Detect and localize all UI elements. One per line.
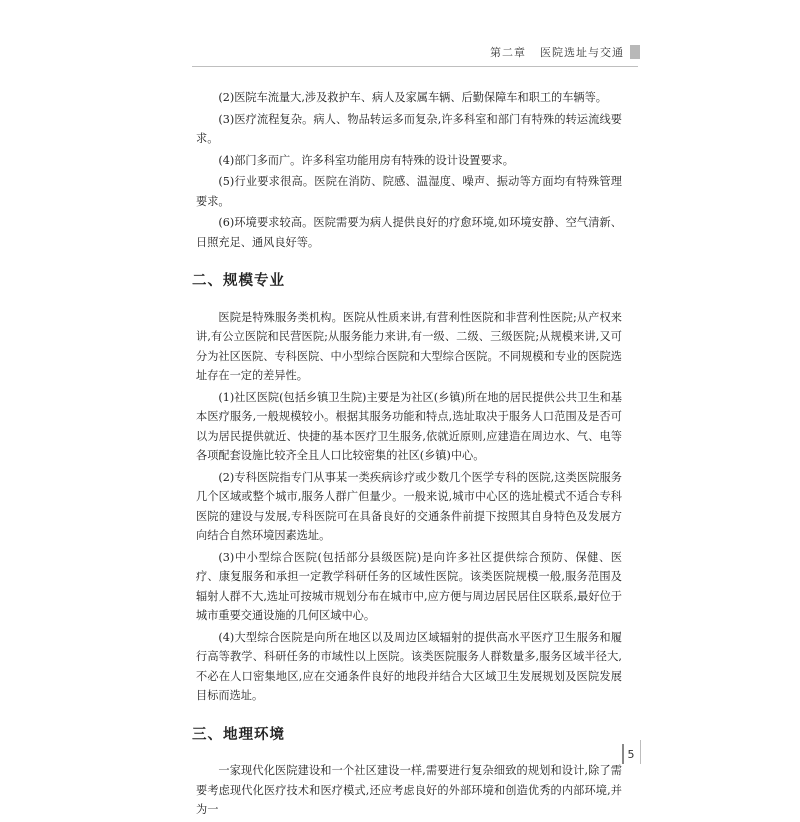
paragraph: (4)部门多而广。许多科室功能用房有特殊的设计设置要求。	[218, 153, 514, 167]
paragraph: (1)社区医院(包括乡镇卫生院)主要是为社区(乡镇)所在地的居民提供公共卫生和基本医疗服务,一般规模较小。根据其服务功能和特点,选址取决于服务人口范围及是否可以为居民提供就近、快捷的基本医疗卫生服务,依就近原则,应建造在周边水、气、电等各项配套设施比较齐全且人口比较密集的社区(乡镇)中心。	[196, 390, 622, 462]
paragraph: (2)医院车流量大,涉及救护车、病人及家属车辆、后勤保障车和职工的车辆等。	[218, 91, 607, 104]
paragraph: (5)行业要求很高。医院在消防、院感、温湿度、噪声、振动等方面均有特殊管理要求。	[196, 175, 622, 208]
chapter-title: 医院选址与交通	[540, 46, 624, 59]
paragraph: 一家现代化医院建设和一个社区建设一样,需要进行复杂细致的规划和设计,除了需要考虑现代化医疗技术和医疗模式,还应考虑良好的外部环境和创造优秀的内部环境,并为一	[196, 764, 622, 816]
paragraph: 医院是特殊服务类机构。医院从性质来讲,有营利性医院和非营利性医院;从产权来讲,有公立医院和民营医院;从服务能力来讲,有一级、二级、三级医院;从规模来讲,又可分为社区医院、专科医院、中小型综合医院和大型综合医院。不同规模和专业的医院选址存在一定的差异性。	[196, 310, 622, 382]
paragraph: (2)专科医院指专门从事某一类疾病诊疗或少数几个医学专科的医院,这类医院服务几个区域或整个城市,服务人群广但量少。一般来说,城市中心区的选址模式不适合专科医院的建设与发展,专科医院可在具备良好的交通条件前提下按照其自身特色及发展方向结合自然环境因素选址。	[196, 470, 622, 542]
paragraph: (4)大型综合医院是向所在地区以及周边区域辐射的提供高水平医疗卫生服务和履行高等教学、科研任务的市域性以上医院。该类医院服务人群数量多,服务区域半径大,不必在人口密集地区,应在交通条件良好的地段并结合大区域卫生发展规划及医院发展目标而选址。	[196, 630, 622, 702]
section-heading: 二、规模专业	[192, 273, 285, 289]
running-header	[480, 44, 640, 60]
page-edge-line	[640, 740, 641, 764]
paragraph: (3)中小型综合医院(包括部分县级医院)是向许多社区提供综合预防、保健、医疗、康复服务和承担一定教学科研任务的区域性医院。该类医院规模一般,服务范围及辐射人群不大,选址可按城市规划分布在城市中,应方便与周边居民居住区联系,最好位于城市重要交通设施的几何区域中心。	[196, 550, 622, 622]
section-heading: 三、地理环境	[192, 726, 285, 743]
chapter-label: 第二章	[490, 46, 526, 59]
header-rule	[192, 66, 638, 67]
header-marker-icon	[630, 45, 640, 59]
paragraph: (3)医疗流程复杂。病人、物品转运多而复杂,许多科室和部门有特殊的转运流线要求。	[196, 112, 622, 145]
page-number: 5	[622, 744, 638, 764]
paragraph: (6)环境要求较高。医院需要为病人提供良好的疗愈环境,如环境安静、空气清新、日照充足、通风良好等。	[196, 216, 622, 249]
page-body	[192, 88, 622, 822]
